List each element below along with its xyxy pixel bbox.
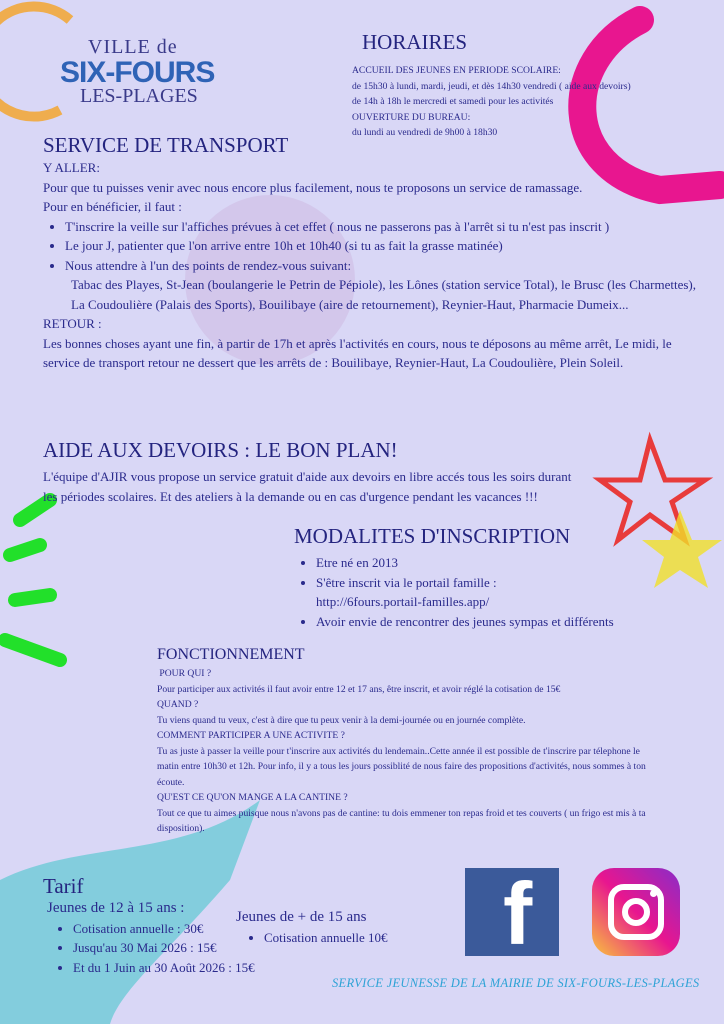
tarif-section: Tarif Jeunes de 12 à 15 ans : • Cotisation annuelle : 30€ • Jusqu'au 30 Mai 2026 : 15€ • Et du 1 Juin au 30 Août 2026 : 15€ xyxy=(43,874,255,977)
list-item: • T'inscrire la veille sur l'affiches prévues à cet effet ( nous ne passerons pas à l'arrêt si tu n'est pas inscrit ) xyxy=(65,217,698,237)
horaires-title: HORAIRES xyxy=(362,30,468,54)
list-item: • Cotisation annuelle : 30€ xyxy=(73,919,255,939)
fonctionnement-title: FONCTIONNEMENT xyxy=(157,646,305,663)
transport-title: SERVICE DE TRANSPORT xyxy=(43,133,289,157)
list-item: • S'être inscrit via le portail famille : http://6fours.portail-familles.app/ xyxy=(316,573,566,612)
list-item: • Le jour J, patienter que l'on arrive entre 10h et 10h40 (si tu as fait la grasse matinée) xyxy=(65,236,698,256)
list-item: • Etre né en 2013 xyxy=(316,553,664,573)
devoirs-title: AIDE AUX DEVOIRS : LE BON PLAN! xyxy=(43,438,398,462)
logo: VILLE de SIX-FOURS LES-PLAGES xyxy=(60,36,215,107)
list-item: • Jusqu'au 30 Mai 2026 : 15€ xyxy=(73,938,255,958)
modalites-section xyxy=(294,524,664,631)
tarif-title: Tarif xyxy=(43,874,84,898)
instagram-icon[interactable] xyxy=(592,868,680,956)
footer-text: SERVICE JEUNESSE DE LA MAIRIE DE SIX-FOURS-LES-PLAGES xyxy=(332,976,700,990)
horaires-section: HORAIRES ACCUEIL DES JEUNES EN PERIODE SCOLAIRE: de 15h30 à lundi, mardi, jeudi, et dès 14h30 vendredi ( aide aux devoirs) de 14h à 18h le mercredi et samedi pour les activités OUVERTURE DU BUREAU: du lundi au vendredi de 9h00 à 18h30 xyxy=(352,30,682,141)
modalites-title: MODALITES D'INSCRIPTION xyxy=(294,524,571,548)
tarif-group2: Jeunes de + de 15 ans • Cotisation annuelle 10€ xyxy=(236,908,387,947)
list-item: • Cotisation annuelle 10€ xyxy=(264,928,387,948)
list-item: • Avoir envie de rencontrer des jeunes sympas et différents xyxy=(316,612,664,632)
transport-section: SERVICE DE TRANSPORT Y ALLER: Pour que tu puisses venir avec nous encore plus facilement, nous te proposons un service de ramassage. Pour en bénéficier, il faut : • T'inscrire la veille sur l'affiches prévues à cet effet ( nous ne passerons pas à l'arrêt si tu n'est pas inscrit ) • Le jour J, patienter que l'on arrive entre 10h et 10h40 (si tu as fait la grasse matinée) • Nous attendre à l'un des points de rendez-vous suivant: Tabac des Playes, St-Jean (boulangerie le Petrin de Pépiole), les Lônes (station service Total), le Brusc (les Charmettes), La Coudoulière (Palais des Sports), Bouilibaye (aire de retournement), Reynier-Haut, Pharmacie Dumeix... RETOUR : Les bonnes choses ayant une fin, à partir de 17h et après l'activités en cours, nous te déposons au même arrêt, Le midi, le service de transport retour ne dessert que les arrêts de : Bouilibaye, Reynier-Haut, La Coudoulière, Plein Soleil. xyxy=(43,133,698,373)
devoirs-section: AIDE AUX DEVOIRS : LE BON PLAN! L'équipe d'AJIR vous propose un service gratuit d'aide aux devoirs en libre accés tous les soirs durant les périodes scolaires. Et des ateliers à la demande ou en cas d'urgence pendant les vacances !!! xyxy=(43,438,572,504)
list-item: • Nous attendre à l'un des points de rendez-vous suivant: xyxy=(65,256,698,276)
facebook-icon[interactable]: f xyxy=(465,868,559,956)
fonctionnement-section: FONCTIONNEMENT POUR QUI ? Pour participer aux activités il faut avoir entre 12 et 17 ans, être inscrit, et avoir réglé la cotisation de 15€ QUAND ? Tu viens quand tu veux, c'est à dire que tu peux venir à la demi-journée ou en journée complète. COMMENT PARTICIPER A UNE ACTIVITE ? Tu as juste à passer la veille pour t'inscrire aux activités du lendemain..Cette année il est possible de t'inscrire par télephone le matin entre 10h30 et 12h. Pour info, il y a tous les jours possiblité de nous faire des propositions d'activités, nous sommes à ton écoute. QU'EST CE QU'ON MANGE A LA CANTINE ? Tout ce que tu aimes puisque nous n'avons pas de cantine: tu dois emmener ton repas froid et tes couverts ( un frigo est mis à ta disposition). xyxy=(157,646,657,837)
list-item: • Et du 1 Juin au 30 Août 2026 : 15€ xyxy=(73,958,255,978)
